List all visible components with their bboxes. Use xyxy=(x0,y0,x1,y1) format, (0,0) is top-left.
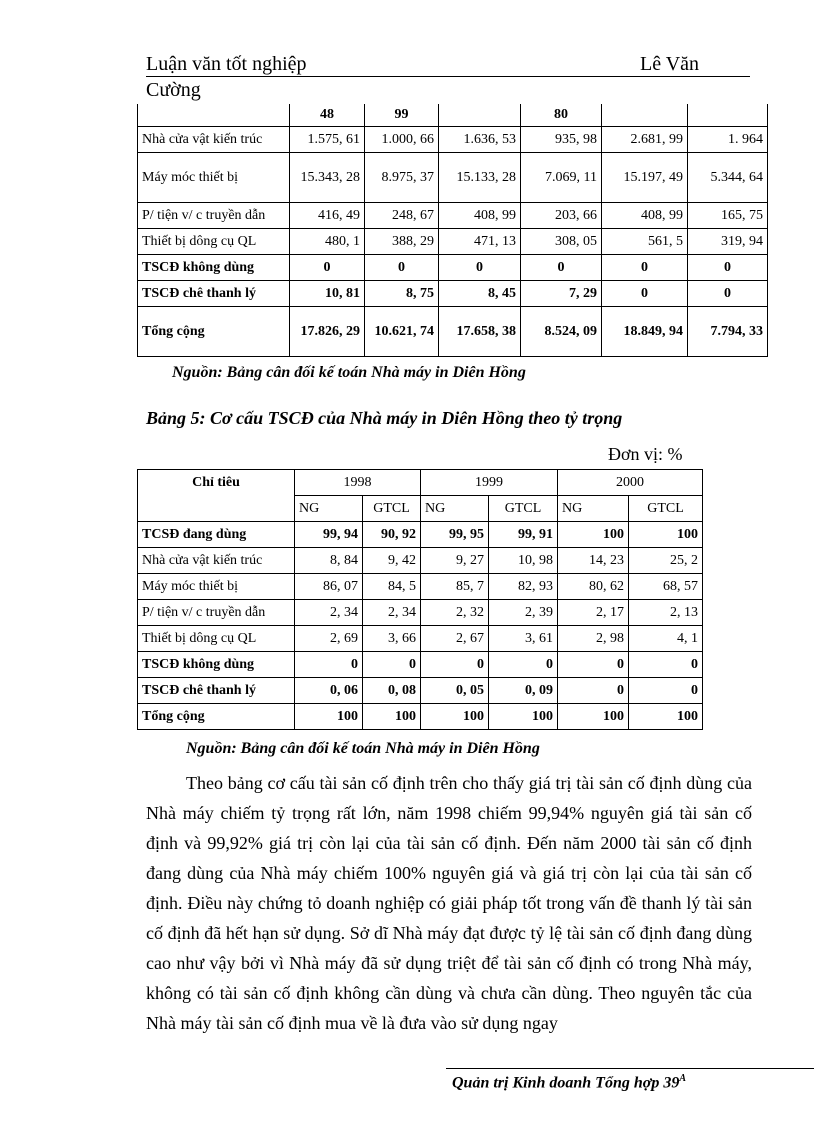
table-cell: 17.826, 29 xyxy=(290,306,365,356)
table-cell: 4, 1 xyxy=(629,626,703,652)
table-row xyxy=(138,228,768,254)
row-label: P/ tiện v/ c truyền dẫn xyxy=(138,202,290,228)
table-row xyxy=(138,280,768,306)
row-label: Nhà cửa vật kiến trúc xyxy=(138,126,290,152)
table-cell: 100 xyxy=(489,704,558,730)
row-label: Máy móc thiết bị xyxy=(138,152,290,202)
table-cell: 99, 95 xyxy=(421,522,489,548)
table-cell: 100 xyxy=(295,704,363,730)
table-cell: 2, 39 xyxy=(489,600,558,626)
table-cell: 82, 93 xyxy=(489,574,558,600)
row-label: TSCĐ chê thanh lý xyxy=(138,280,290,306)
table-cell: 0, 08 xyxy=(363,678,421,704)
table5-source: Nguồn: Bảng cân đối kế toán Nhà máy in Diên Hồng xyxy=(186,740,540,757)
column-header: NG xyxy=(295,496,363,522)
table-cell: 84, 5 xyxy=(363,574,421,600)
row-label: TSCĐ không dùng xyxy=(138,254,290,280)
table-row xyxy=(138,126,768,152)
column-header: NG xyxy=(558,496,629,522)
table-cell: 0 xyxy=(629,652,703,678)
table-cell: 416, 49 xyxy=(290,202,365,228)
header-author: Lê Văn xyxy=(640,53,700,75)
table-cell: 5.344, 64 xyxy=(688,152,768,202)
row-label: Nhà cửa vật kiến trúc xyxy=(138,548,295,574)
table-cell: 18.849, 94 xyxy=(602,306,688,356)
table-cell: 0 xyxy=(421,652,489,678)
row-label: Tổng cộng xyxy=(138,306,290,356)
table-cell: 15.133, 28 xyxy=(439,152,521,202)
table-row xyxy=(138,202,768,228)
table-cell: 25, 2 xyxy=(629,548,703,574)
table-cell: 100 xyxy=(363,704,421,730)
table-cell: 8.975, 37 xyxy=(365,152,439,202)
table-cell: 0 xyxy=(602,280,688,306)
table-cell: 48 xyxy=(290,104,365,126)
table-cell: 2, 67 xyxy=(421,626,489,652)
row-label: TSCĐ không dùng xyxy=(138,652,295,678)
table-cell: 9, 27 xyxy=(421,548,489,574)
row-label: Máy móc thiết bị xyxy=(138,574,295,600)
table-cell: 0 xyxy=(688,254,768,280)
table-cell: 100 xyxy=(629,522,703,548)
table-cell: 0 xyxy=(521,254,602,280)
header-title: Luận văn tốt nghiệp xyxy=(146,53,307,75)
footer-superscript: A xyxy=(679,1073,687,1084)
table-row xyxy=(138,574,703,600)
table-cell: 7.069, 11 xyxy=(521,152,602,202)
table5-unit: Đơn vị: % xyxy=(608,444,683,464)
table-row xyxy=(138,548,703,574)
table-cell: 3, 61 xyxy=(489,626,558,652)
table-cell: 80, 62 xyxy=(558,574,629,600)
table-cell: 0 xyxy=(295,652,363,678)
table-cell: 10, 81 xyxy=(290,280,365,306)
table-cell: 1.575, 61 xyxy=(290,126,365,152)
table-cell: 388, 29 xyxy=(365,228,439,254)
row-label: P/ tiện v/ c truyền dẫn xyxy=(138,600,295,626)
table-cell: 100 xyxy=(558,522,629,548)
page-footer xyxy=(452,1073,686,1092)
table-cell: 10, 98 xyxy=(489,548,558,574)
table-row xyxy=(138,652,703,678)
table-cell: 7, 29 xyxy=(521,280,602,306)
table-cell: 15.197, 49 xyxy=(602,152,688,202)
table-row xyxy=(138,306,768,356)
table-cell: 0 xyxy=(363,652,421,678)
table-cell: 9, 42 xyxy=(363,548,421,574)
row-label: Thiết bị dông cụ QL xyxy=(138,228,290,254)
table-cell: 561, 5 xyxy=(602,228,688,254)
table-row xyxy=(138,104,768,126)
year-header: 2000 xyxy=(558,470,703,496)
table-cell: 203, 66 xyxy=(521,202,602,228)
table-cell: 1.636, 53 xyxy=(439,126,521,152)
table-cell: 935, 98 xyxy=(521,126,602,152)
header-author-continuation: Cường xyxy=(146,79,201,101)
table-cell: 99, 91 xyxy=(489,522,558,548)
table-cell: 408, 99 xyxy=(439,202,521,228)
table-cell: 0 xyxy=(558,652,629,678)
table-cell: 8, 75 xyxy=(365,280,439,306)
table-cell xyxy=(688,104,768,126)
footer-text: Quản trị Kinh doanh Tổng hợp 39 xyxy=(452,1074,680,1092)
table-cell: 0 xyxy=(365,254,439,280)
column-header: GTCL xyxy=(629,496,703,522)
year-header: 1999 xyxy=(421,470,558,496)
table-cell: 0, 09 xyxy=(489,678,558,704)
table-cell: 3, 66 xyxy=(363,626,421,652)
table-cell: 2.681, 99 xyxy=(602,126,688,152)
column-header: GTCL xyxy=(363,496,421,522)
table-cell: 2, 98 xyxy=(558,626,629,652)
table-cell: 0 xyxy=(290,254,365,280)
table-cell: 10.621, 74 xyxy=(365,306,439,356)
table-cell: 1.000, 66 xyxy=(365,126,439,152)
table-cell: 408, 99 xyxy=(602,202,688,228)
table-cell: 0, 06 xyxy=(295,678,363,704)
table-cell: 480, 1 xyxy=(290,228,365,254)
table-cell: 319, 94 xyxy=(688,228,768,254)
table-cell: 8, 84 xyxy=(295,548,363,574)
table-cell: 100 xyxy=(629,704,703,730)
footer-rule xyxy=(446,1068,814,1069)
table-row xyxy=(138,600,703,626)
row-label: TCSĐ đang dùng xyxy=(138,522,295,548)
table-row xyxy=(138,704,703,730)
table-cell: 90, 92 xyxy=(363,522,421,548)
header-rule xyxy=(146,76,750,77)
table-cell: 68, 57 xyxy=(629,574,703,600)
body-paragraph xyxy=(146,768,752,1038)
paragraph-text: Theo bảng cơ cấu tài sản cố định trên cho thấy giá trị tài sản cố định dùng của Nhà máy chiếm tỷ trọng rất lớn, năm 1998 chiếm 99,94% nguyên giá tài sản cố định và 99,92% giá trị còn lại của tài sản cố định. Đến năm 2000 tài sản cố định đang dùng của Nhà máy chiếm 100% nguyên giá và giá trị còn lại của tài sản cố định. Điều này chứng tỏ doanh nghiệp có giải pháp tốt trong vấn đề thanh lý tài sản cố định đã hết hạn sử dụng. Sở dĩ Nhà máy đạt được tỷ lệ tài sản cố định đang dùng cao như vậy bởi vì Nhà máy đã sử dụng triệt để tài sản cố định có trong Nhà máy, không có tài sản cố định không cần dùng và chưa cần dùng. Theo nguyên tắc của Nhà máy tài sản cố định mua về là đưa vào sử dụng ngay xyxy=(146,773,752,1033)
column-header: GTCL xyxy=(489,496,558,522)
table-cell xyxy=(439,104,521,126)
row-label: TSCĐ chê thanh lý xyxy=(138,678,295,704)
table-cell: 17.658, 38 xyxy=(439,306,521,356)
table-cell: 0 xyxy=(439,254,521,280)
table-cell: 7.794, 33 xyxy=(688,306,768,356)
table-cell: 99, 94 xyxy=(295,522,363,548)
asset-structure-table xyxy=(137,469,703,730)
table-cell: 0 xyxy=(489,652,558,678)
table-cell: 100 xyxy=(558,704,629,730)
table-cell: 2, 17 xyxy=(558,600,629,626)
table-row xyxy=(138,522,703,548)
table-cell: 15.343, 28 xyxy=(290,152,365,202)
table-row xyxy=(138,626,703,652)
table-cell: 0 xyxy=(602,254,688,280)
column-header: NG xyxy=(421,496,489,522)
table-cell: 99 xyxy=(365,104,439,126)
criteria-header: Chỉ tiêu xyxy=(138,470,295,522)
row-label: Tổng cộng xyxy=(138,704,295,730)
table-row xyxy=(138,678,703,704)
table-cell: 0 xyxy=(629,678,703,704)
table-cell: 1. 964 xyxy=(688,126,768,152)
table-cell: 0, 05 xyxy=(421,678,489,704)
table-cell: 0 xyxy=(558,678,629,704)
table-cell: 2, 34 xyxy=(295,600,363,626)
table-cell: 8, 45 xyxy=(439,280,521,306)
table-cell: 80 xyxy=(521,104,602,126)
table-cell: 14, 23 xyxy=(558,548,629,574)
table4-source: Nguồn: Bảng cân đối kế toán Nhà máy in Diên Hồng xyxy=(172,364,526,381)
table-cell: 248, 67 xyxy=(365,202,439,228)
table-cell: 8.524, 09 xyxy=(521,306,602,356)
row-label: Thiết bị dông cụ QL xyxy=(138,626,295,652)
table-cell: 100 xyxy=(421,704,489,730)
asset-value-table xyxy=(137,104,768,357)
table5-title: Bảng 5: Cơ cấu TSCĐ của Nhà máy in Diên Hồng theo tỷ trọng xyxy=(146,408,623,428)
table-header-row xyxy=(138,470,703,496)
table-cell: 2, 34 xyxy=(363,600,421,626)
table-cell: 86, 07 xyxy=(295,574,363,600)
year-header: 1998 xyxy=(295,470,421,496)
table-cell: 308, 05 xyxy=(521,228,602,254)
table-cell: 0 xyxy=(688,280,768,306)
table-row xyxy=(138,254,768,280)
table-cell xyxy=(602,104,688,126)
table-cell: 165, 75 xyxy=(688,202,768,228)
table-row xyxy=(138,152,768,202)
table-cell: 2, 69 xyxy=(295,626,363,652)
table-cell: 2, 32 xyxy=(421,600,489,626)
table-cell: 2, 13 xyxy=(629,600,703,626)
table-cell: 471, 13 xyxy=(439,228,521,254)
table-cell: 85, 7 xyxy=(421,574,489,600)
